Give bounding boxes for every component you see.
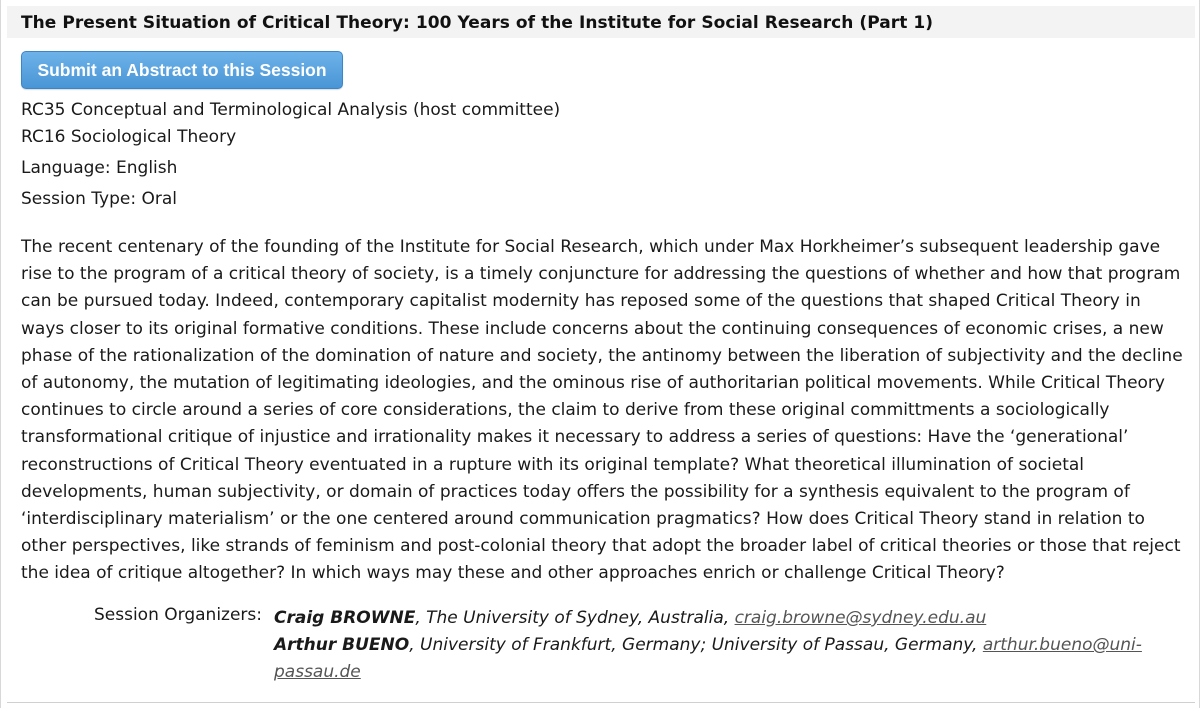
organizer-name: Arthur BUENO: [274, 635, 410, 655]
abstract-line: the idea of critique altogether? In which ways may these and other approaches enrich or challenge Critical Theory?: [21, 563, 1005, 584]
organizer-email-link[interactable]: arthur.bueno@uni-: [982, 635, 1142, 655]
session-title: The Present Situation of Critical Theory: 100 Years of the Institute for Social Research (Part 1): [7, 6, 1195, 38]
abstract-line: phase of the rationalization of the domination of nature and society, the antinomy between the liberation of subjectivity and the decline: [21, 345, 1183, 366]
submit-abstract-button[interactable]: Submit an Abstract to this Session: [21, 51, 343, 89]
abstract-line: reconstructions of Critical Theory eventuated in a rupture with its original template? What theoretical illumination of societal: [21, 454, 1085, 475]
organizer-affiliation: , University of Frankfurt, Germany; University of Passau, Germany,: [409, 635, 983, 655]
organizer-name: Craig BROWNE: [274, 608, 416, 628]
abstract-line: The recent centenary of the founding of the Institute for Social Research, which under Max Horkheimer’s subsequent leadership gave: [21, 237, 1161, 257]
host-committee: RC35 Conceptual and Terminological Analysis (host committee): [21, 100, 561, 120]
abstract-line: of autonomy, the mutation of legitimating ideologies, and the ominous rise of authoritarian political movements. While Critical Theory: [21, 373, 1165, 394]
abstract-line: can be pursued today. Indeed, contemporary capitalist modernity has reposed some of the questions that shaped Critical Theory in: [21, 291, 1141, 312]
abstract-line: ways closer to its original formative conditions. These include concerns about the continuing consequences of economic crises, a new: [21, 318, 1164, 339]
abstract-line: continues to circle around a series of core considerations, the claim to derive from these original committments a sociologically: [21, 400, 1110, 421]
abstract-line: other perspectives, like strands of feminism and post-colonial theory that adopt the broader label of critical theories or those that reject: [21, 536, 1181, 557]
session-language: Language: English: [21, 158, 178, 178]
organizer-email-link[interactable]: craig.browne@sydney.edu.au: [734, 608, 987, 628]
organizers-label: Session Organizers:: [94, 605, 262, 625]
committee: RC16 Sociological Theory: [21, 127, 237, 147]
organizer-entry: [274, 632, 1174, 686]
organizer-affiliation: , The University of Sydney, Australia,: [415, 608, 735, 628]
organizers-list: [274, 605, 1174, 686]
session-type: Session Type: Oral: [21, 189, 177, 209]
abstract-line: rise to the program of a critical theory of society, is a timely conjuncture for addressing the questions of whether and how that program: [21, 264, 1181, 285]
section-divider: [7, 702, 1195, 703]
session-abstract: [21, 234, 1191, 588]
abstract-line: ‘interdisciplinary materialism’ or the one centered around communication pragmatics? How does Critical Theory stand in relation to: [21, 509, 1145, 530]
organizer-entry: [274, 605, 1174, 632]
abstract-line: transformational critique of injustice and irrationality makes it necessary to address a series of questions: Have the ‘generational’: [21, 427, 1129, 448]
organizer-email-link-continued[interactable]: passau.de: [274, 662, 361, 682]
abstract-line: developments, human subjectivity, or domain of practices today offers the possibility for a synthesis equivalent to the program of: [21, 481, 1130, 502]
